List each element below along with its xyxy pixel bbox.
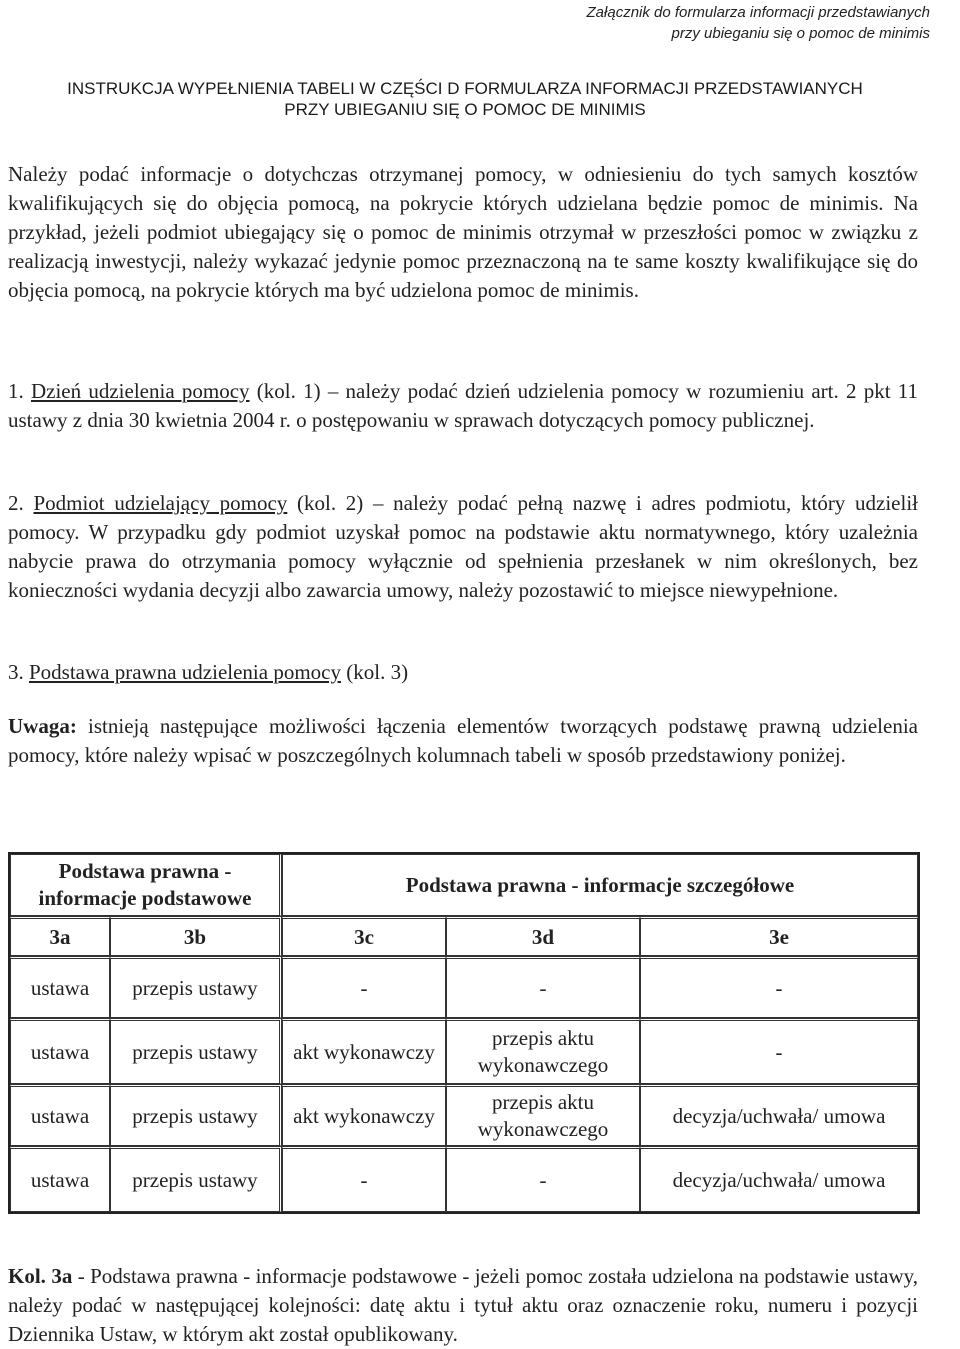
annex-note (587, 2, 930, 44)
table-row (10, 1084, 918, 1146)
column-code: 3a (10, 916, 110, 956)
table-cell: przepis aktu wykonawczego (446, 1084, 640, 1146)
item-1-paragraph (8, 377, 918, 435)
table-column-codes-row (10, 916, 918, 956)
column-code: 3d (446, 916, 640, 956)
table-cell: - (640, 1018, 918, 1084)
table-cell: - (640, 956, 918, 1018)
table-cell: - (446, 1146, 640, 1212)
table-cell: przepis ustawy (110, 1146, 282, 1212)
column-code: 3b (110, 916, 282, 956)
table-cell: przepis ustawy (110, 1084, 282, 1146)
kol-3a-paragraph (8, 1262, 918, 1349)
item-1-text: (kol. 1) – należy podać dzień udzielenia pomocy w rozumieniu art. 2 pkt 11 ustawy z dnia 30 kwietnia 2004 r. o postępowaniu w sprawach dotyczących pomocy publicznej. (8, 379, 918, 432)
item-3-paragraph (8, 658, 918, 687)
table-row (10, 1146, 918, 1212)
header-detailed-info: Podstawa prawna - informacje szczegółowe (282, 854, 918, 916)
table-cell: przepis ustawy (110, 956, 282, 1018)
note-label: Uwaga: (8, 714, 77, 738)
table-cell: przepis aktu wykonawczego (446, 1018, 640, 1084)
item-3-text: (kol. 3) (341, 660, 409, 684)
table-cell: - (282, 956, 446, 1018)
table-cell: decyzja/uchwała/ umowa (640, 1084, 918, 1146)
annex-note-line-2: przy ubieganiu się o pomoc de minimis (671, 25, 930, 42)
table-cell: ustawa (10, 1018, 110, 1084)
header-basic-info: Podstawa prawna - informacje podstawowe (10, 854, 282, 916)
note-paragraph (8, 712, 918, 770)
item-3-heading: Podstawa prawna udzielenia pomocy (29, 660, 341, 684)
column-code: 3e (640, 916, 918, 956)
table-cell: decyzja/uchwała/ umowa (640, 1146, 918, 1212)
table-header-row (10, 854, 918, 916)
document-title (8, 78, 922, 120)
item-2-number: 2. (8, 491, 24, 515)
note-text: istnieją następujące możliwości łączenia elementów tworzących podstawę prawną udzielenia pomocy, które należy wpisać w poszczególnych kolumnach tabeli w sposób przedstawiony poniżej. (8, 714, 918, 767)
kol-3a-text: - Podstawa prawna - informacje podstawowe - jeżeli pomoc została udzielona na podstawie ustawy, należy podać w następującej kolejności: datę aktu i tytuł aktu oraz oznaczenie roku, numeru i pozycji Dziennika Ustaw, w którym akt został opublikowany. (8, 1264, 919, 1346)
table-row (10, 956, 918, 1018)
item-3-number: 3. (8, 660, 24, 684)
item-1-heading: Dzień udzielenia pomocy (30, 379, 250, 403)
table-cell: akt wykonawczy (282, 1084, 446, 1146)
item-2-text: (kol. 2) – należy podać pełną nazwę i adres podmiotu, który udzielił pomocy. W przypadku gdy podmiot uzyskał pomoc na podstawie aktu normatywnego, który uzależnia nabycie prawa do otrzymania pomocy wyłącznie od spełnienia przesłanek w nim określonych, bez konieczności wydania decyzji albo zawarcia umowy, należy pozostawić to miejsce niewypełnione. (8, 491, 918, 602)
item-1-number: 1. (8, 379, 24, 403)
table-cell: akt wykonawczy (282, 1018, 446, 1084)
kol-3a-label: Kol. 3a (8, 1264, 73, 1288)
table-cell: ustawa (10, 956, 110, 1018)
item-2-paragraph (8, 489, 918, 605)
legal-basis-table (8, 852, 920, 1214)
table-row (10, 1018, 918, 1084)
column-code: 3c (282, 916, 446, 956)
title-line-1: INSTRUKCJA WYPEŁNIENIA TABELI W CZĘŚCI D FORMULARZA INFORMACJI PRZEDSTAWIANYCH (67, 79, 863, 98)
item-2-heading: Podmiot udzielający pomocy (33, 491, 288, 515)
annex-note-line-1: Załącznik do formularza informacji przedstawianych (586, 4, 930, 21)
table-cell: - (446, 956, 640, 1018)
table-cell: ustawa (10, 1146, 110, 1212)
intro-paragraph: Należy podać informacje o dotychczas otrzymanej pomocy, w odniesieniu do tych samych kosztów kwalifikujących się do objęcia pomocą, na pokrycie których udzielana będzie pomoc de minimis. Na przykład, jeżeli podmiot ubiegający się o pomoc de minimis otrzymał w przeszłości pomoc w związku z realizacją inwestycji, należy wykazać jedynie pomoc przeznaczoną na te same koszty kwalifikujące się do objęcia pomocą, na pokrycie których ma być udzielona pomoc de minimis. (8, 162, 918, 302)
title-line-2: PRZY UBIEGANIU SIĘ O POMOC DE MINIMIS (284, 100, 646, 119)
table-cell: - (282, 1146, 446, 1212)
table-cell: ustawa (10, 1084, 110, 1146)
table-cell: przepis ustawy (110, 1018, 282, 1084)
